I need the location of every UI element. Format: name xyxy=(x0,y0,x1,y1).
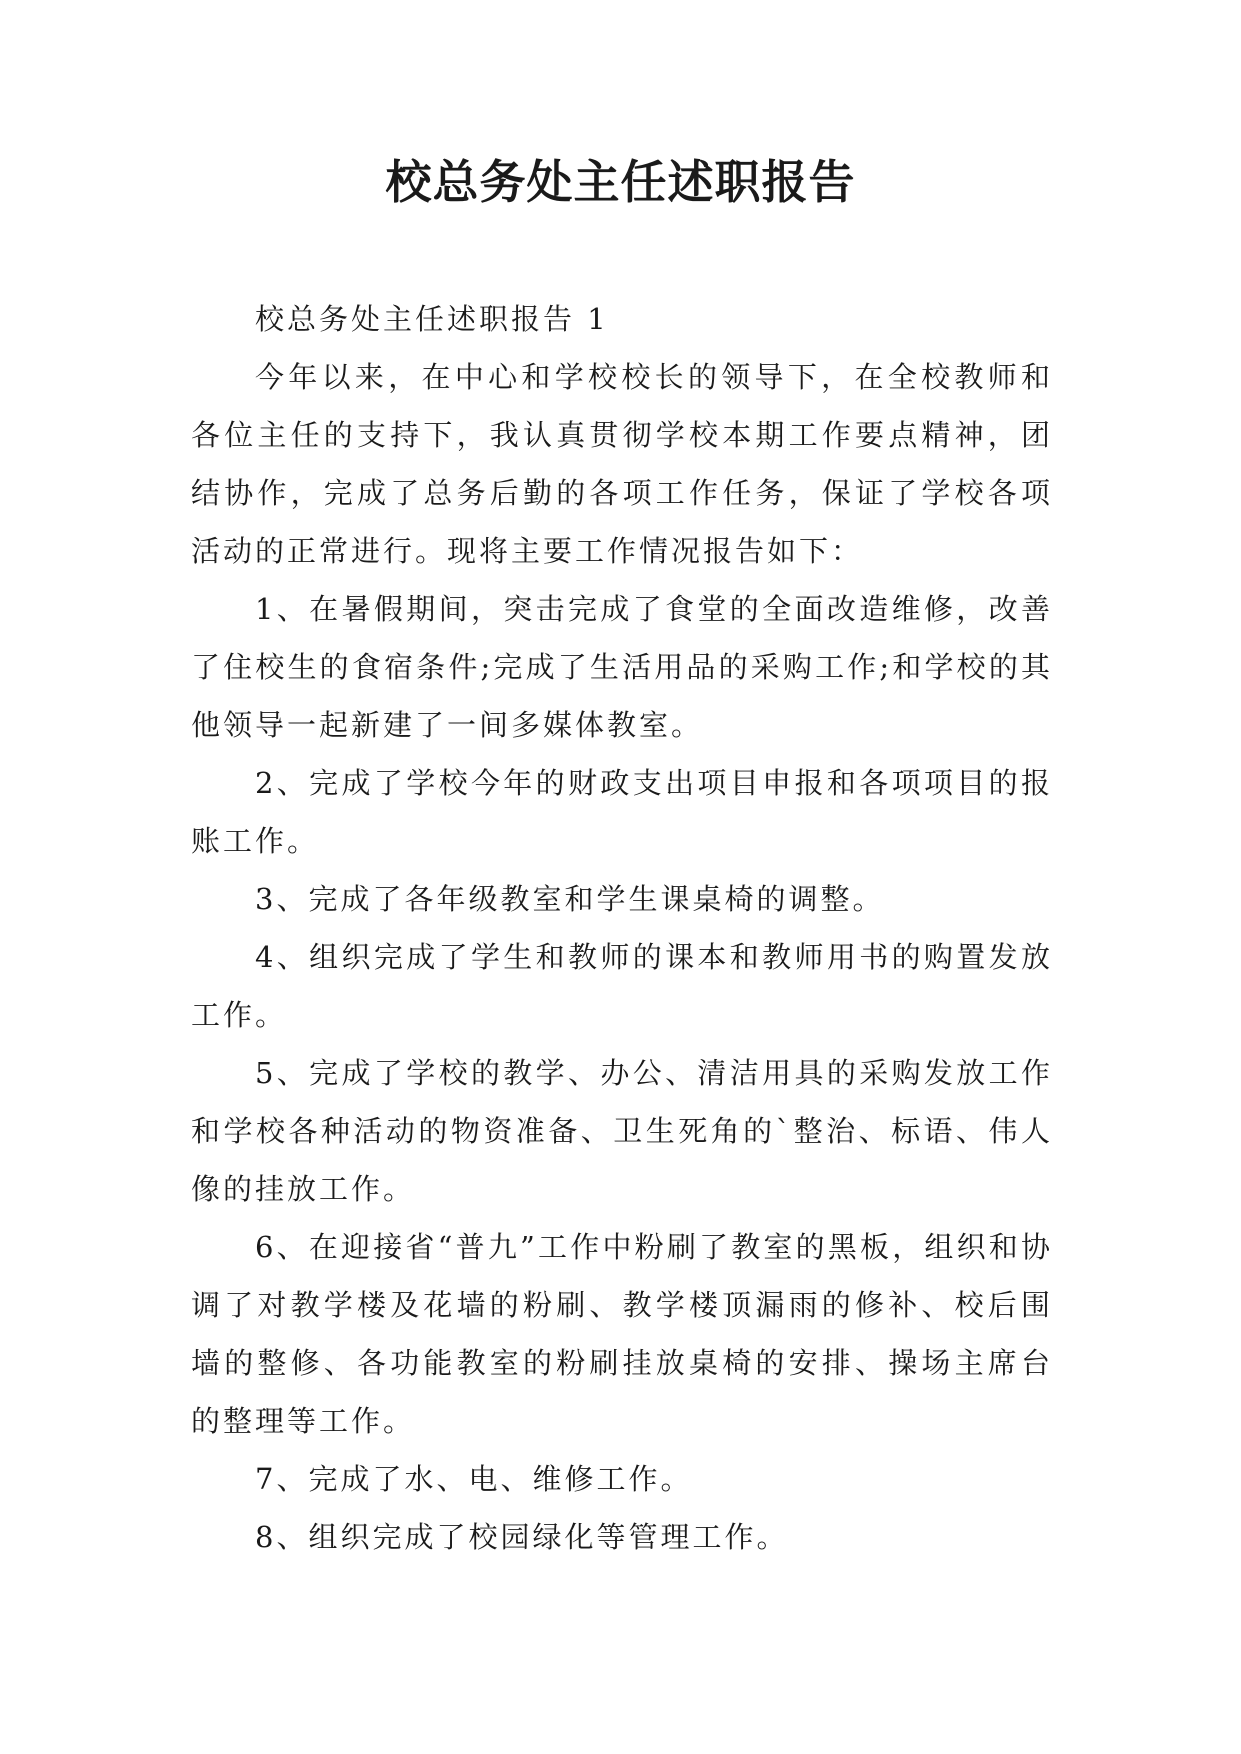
document-title: 校总务处主任述职报告 xyxy=(385,155,856,209)
paragraph-item-7: 7、完成了水、电、维修工作。 xyxy=(255,1462,693,1496)
document-body xyxy=(191,290,1053,1566)
section-heading: 校总务处主任述职报告 1 xyxy=(255,302,609,336)
paragraph-item-5: 5、完成了学校的教学、办公、清洁用具的采购发放工作和学校各种活动的物资准备、卫生死角的`整治、标语、伟人像的挂放工作。 xyxy=(191,1056,1053,1206)
paragraph-item-3: 3、完成了各年级教室和学生课桌椅的调整。 xyxy=(255,882,885,916)
paragraph-intro: 今年以来，在中心和学校校长的领导下，在全校教师和各位主任的支持下，我认真贯彻学校本期工作要点精神，团结协作，完成了总务后勤的各项工作任务，保证了学校各项活动的正常进行。现将主要工作情况报告如下： xyxy=(191,360,1053,568)
paragraph-item-6: 6、在迎接省“普九”工作中粉刷了教室的黑板，组织和协调了对教学楼及花墙的粉刷、教学楼顶漏雨的修补、校后围墙的整修、各功能教室的粉刷挂放桌椅的安排、操场主席台的整理等工作。 xyxy=(191,1230,1053,1438)
paragraph-item-1: 1、在暑假期间，突击完成了食堂的全面改造维修，改善了住校生的食宿条件;完成了生活用品的采购工作;和学校的其他领导一起新建了一间多媒体教室。 xyxy=(191,592,1053,742)
paragraph-item-2: 2、完成了学校今年的财政支出项目申报和各项项目的报账工作。 xyxy=(191,766,1053,858)
paragraph-item-4: 4、组织完成了学生和教师的课本和教师用书的购置发放工作。 xyxy=(191,940,1053,1032)
paragraph-item-8: 8、组织完成了校园绿化等管理工作。 xyxy=(255,1520,789,1554)
